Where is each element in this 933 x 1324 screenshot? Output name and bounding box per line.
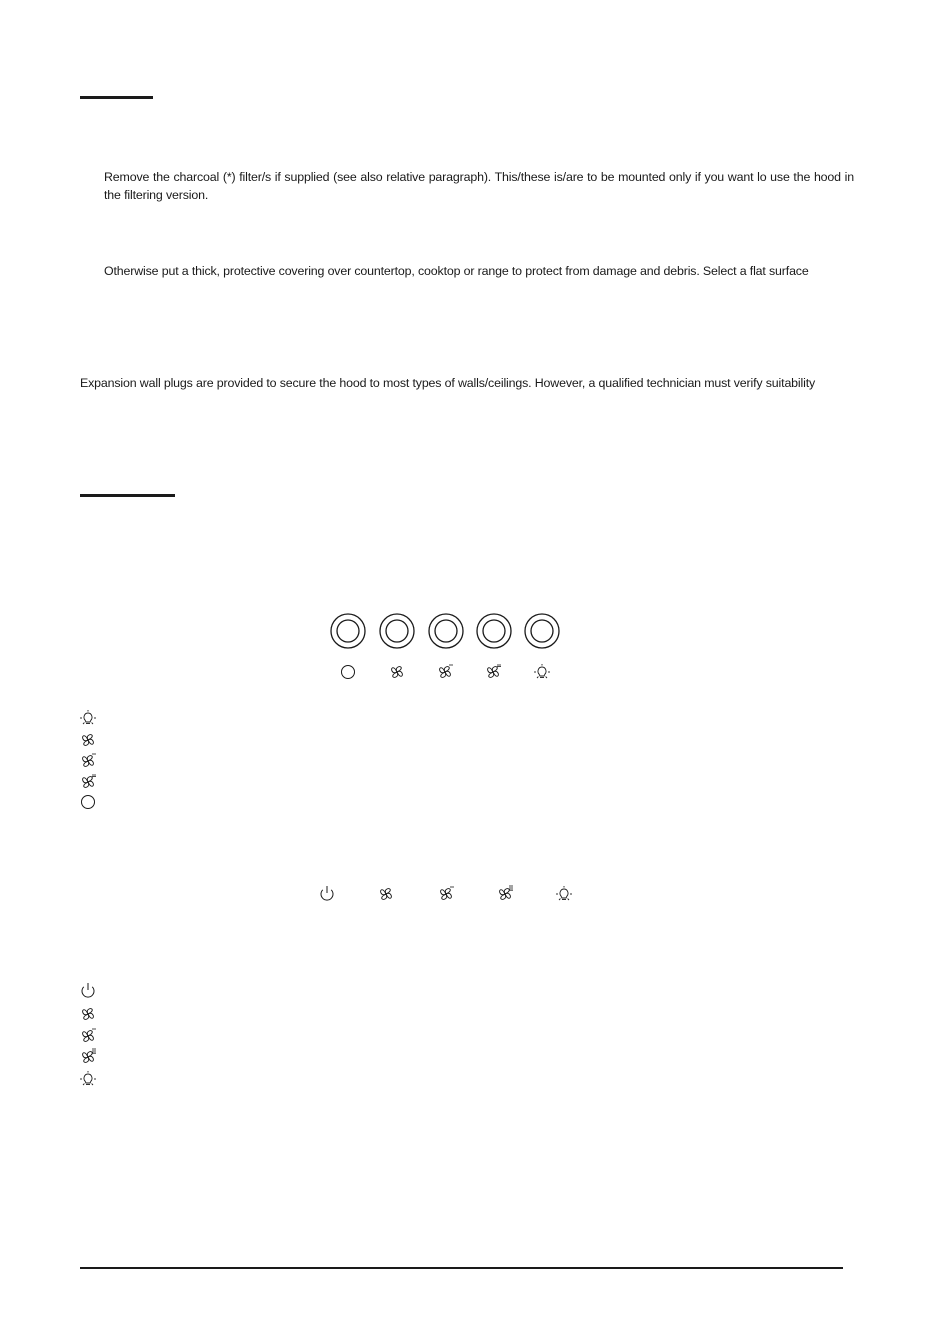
fan-speed-3-icon[interactable]: [500, 885, 513, 899]
power-icon: [82, 983, 94, 997]
push-button-legend: [78, 708, 102, 812]
off-circle-icon: [82, 796, 95, 809]
off-circle-icon: [342, 666, 355, 679]
fan-speed-1-icon: [392, 667, 403, 678]
fan-speed-3-button[interactable]: [477, 614, 511, 648]
light-bulb-icon[interactable]: [556, 886, 572, 900]
fan-speed-1-icon: [83, 735, 94, 746]
fan-speed-1-button[interactable]: [380, 614, 414, 648]
section-heading-rule: [80, 494, 175, 497]
power-off-button[interactable]: [331, 614, 365, 648]
light-button[interactable]: [525, 614, 559, 648]
push-button-panel: [320, 606, 580, 696]
fan-speed-2-icon: [83, 754, 96, 766]
fan-speed-3-icon: [83, 775, 96, 787]
section-heading-rule: [80, 96, 153, 99]
wall-plugs-paragraph: Expansion wall plugs are provided to secure the hood to most types of walls/ceilings. However, a qualified technician must verify suitability: [80, 376, 816, 390]
touch-control-legend: [78, 980, 102, 1092]
touch-control-panel: [310, 876, 590, 912]
fan-speed-3-icon: [488, 665, 501, 677]
footer-rule: [80, 1267, 843, 1269]
light-bulb-icon: [534, 664, 550, 678]
fan-speed-2-button[interactable]: [429, 614, 463, 648]
charcoal-filter-paragraph: Remove the charcoal (*) filter/s if supplied (see also relative paragraph). This/these is/are to be mounted only if you want lo use the hood in the filtering version.: [104, 170, 854, 202]
fan-speed-2-icon[interactable]: [441, 887, 454, 899]
fan-speed-3-icon: [83, 1048, 96, 1062]
power-icon[interactable]: [321, 886, 333, 900]
light-bulb-icon: [80, 710, 96, 724]
fan-speed-1-icon[interactable]: [381, 889, 392, 900]
fan-speed-2-icon: [440, 665, 453, 677]
light-bulb-icon: [80, 1071, 96, 1085]
fan-speed-1-icon: [83, 1009, 94, 1020]
protective-covering-paragraph: Otherwise put a thick, protective covering over countertop, cooktop or range to protect from damage and debris. Select a flat surface: [104, 264, 809, 278]
fan-speed-2-icon: [83, 1029, 96, 1041]
